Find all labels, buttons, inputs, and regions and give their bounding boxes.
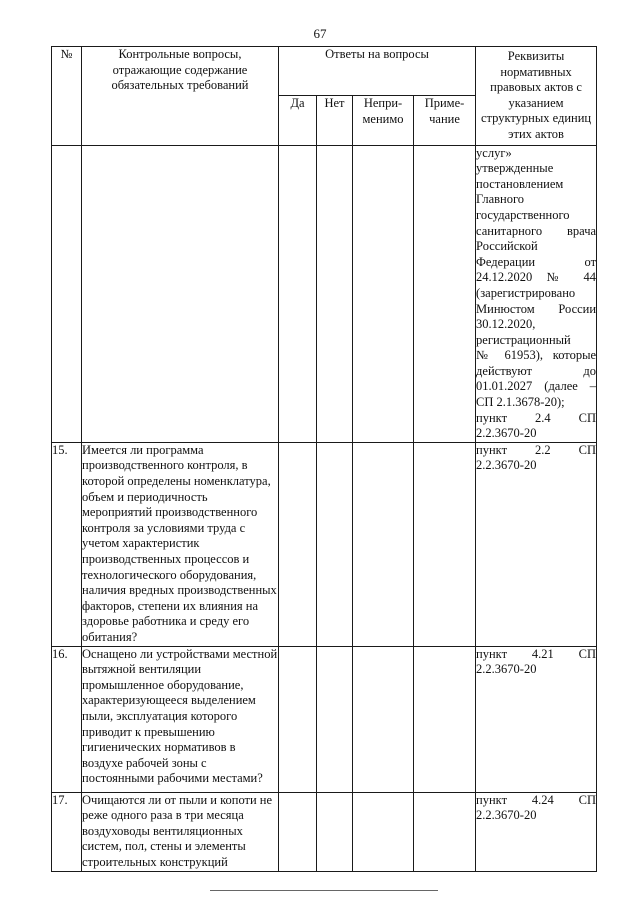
ref-line: пункт 2.2 СП xyxy=(476,442,597,457)
row-question xyxy=(82,145,279,442)
row-refs xyxy=(476,145,597,442)
ref-line: Российской xyxy=(476,239,538,254)
answer-yes-cell[interactable] xyxy=(279,646,317,792)
header-na: Непри-менимо xyxy=(353,96,414,145)
row-question: Очищаются ли от пыли и копоти не реже одного раза в три месяца воздуховоды вентиляционных систем, пол, стены и элементы строительных конструкций xyxy=(82,792,279,871)
page-footer-rule xyxy=(210,890,438,891)
answer-na-cell[interactable] xyxy=(353,646,414,792)
page-number: 67 xyxy=(313,26,327,41)
ref-line: 30.12.2020, xyxy=(476,317,536,332)
ref-line: 2.2.3670-20 xyxy=(476,458,537,473)
answer-no-cell[interactable] xyxy=(317,792,353,871)
header-answers: Ответы на вопросы xyxy=(279,47,476,96)
ref-line: 24.12.2020 № 44 xyxy=(476,270,597,285)
row-number: 16. xyxy=(52,646,82,792)
answer-yes-cell[interactable] xyxy=(279,442,317,646)
ref-line: Федерации от xyxy=(476,254,597,269)
answer-no-cell[interactable] xyxy=(317,646,353,792)
ref-line: постановлением xyxy=(476,176,564,191)
ref-line: 2.2.3670-20 xyxy=(476,808,537,823)
answer-no-cell[interactable] xyxy=(317,145,353,442)
answer-note-cell[interactable] xyxy=(414,646,476,792)
answer-note-cell[interactable] xyxy=(414,442,476,646)
header-questions: Контрольные вопросы, отражающие содержание обязательных требований xyxy=(82,47,279,146)
row-number xyxy=(52,145,82,442)
row-refs xyxy=(476,442,597,646)
ref-line: санитарного врача xyxy=(476,223,597,238)
ref-line: Минюстом России xyxy=(476,301,597,316)
answer-no-cell[interactable] xyxy=(317,442,353,646)
ref-line: пункт 4.24 СП xyxy=(476,792,597,807)
ref-line: СП 2.1.3678-20); xyxy=(476,395,565,410)
header-note: Приме-чание xyxy=(414,96,476,145)
answer-note-cell[interactable] xyxy=(414,145,476,442)
answer-na-cell[interactable] xyxy=(353,792,414,871)
header-num: № xyxy=(52,47,82,146)
ref-line: 01.01.2027 (далее – xyxy=(476,379,597,394)
ref-line: регистрационный xyxy=(476,332,571,347)
ref-line: пункт 4.21 СП xyxy=(476,646,597,661)
row-refs xyxy=(476,792,597,871)
checklist-table xyxy=(51,46,597,872)
header-no: Нет xyxy=(317,96,353,145)
ref-line: пункт 2.4 СП xyxy=(476,410,597,425)
table-row xyxy=(52,792,597,871)
header-yes: Да xyxy=(279,96,317,145)
table-row xyxy=(52,442,597,646)
ref-line: 2.2.3670-20 xyxy=(476,662,537,677)
answer-note-cell[interactable] xyxy=(414,792,476,871)
answer-na-cell[interactable] xyxy=(353,145,414,442)
ref-line: утвержденные xyxy=(476,161,554,176)
header-refs: Реквизиты нормативных правовых актов с указанием структурных единиц этих актов xyxy=(476,47,597,146)
row-refs xyxy=(476,646,597,792)
row-question: Имеется ли программа производственного контроля, в которой определены номенклатура, объем и периодичность мероприятий производственного контроля за условиями труда с учетом характеристик производственных процессов и технологического оборудования, наличия вредных производственных факторов, степени их влияния на здоровье работника и среду его обитания? xyxy=(82,442,279,646)
ref-line: действуют до xyxy=(476,363,597,378)
row-question: Оснащено ли устройствами местной вытяжной вентиляции промышленное оборудование, характеризующееся выделением пыли, эксплуатация которого приводит к превышению гигиенических нормативов в воздухе рабочей зоны с постоянными рабочими местами? xyxy=(82,646,279,792)
answer-yes-cell[interactable] xyxy=(279,792,317,871)
row-number: 15. xyxy=(52,442,82,646)
row-number: 17. xyxy=(52,792,82,871)
ref-line: Главного xyxy=(476,192,525,207)
table-row xyxy=(52,646,597,792)
table-row xyxy=(52,145,597,442)
ref-line: (зарегистрировано xyxy=(476,285,576,300)
ref-line: 2.2.3670-20 xyxy=(476,426,537,441)
answer-yes-cell[interactable] xyxy=(279,145,317,442)
answer-na-cell[interactable] xyxy=(353,442,414,646)
ref-line: № 61953), которые xyxy=(476,348,597,363)
ref-line: государственного xyxy=(476,207,570,222)
ref-line: услуг» xyxy=(476,145,512,160)
